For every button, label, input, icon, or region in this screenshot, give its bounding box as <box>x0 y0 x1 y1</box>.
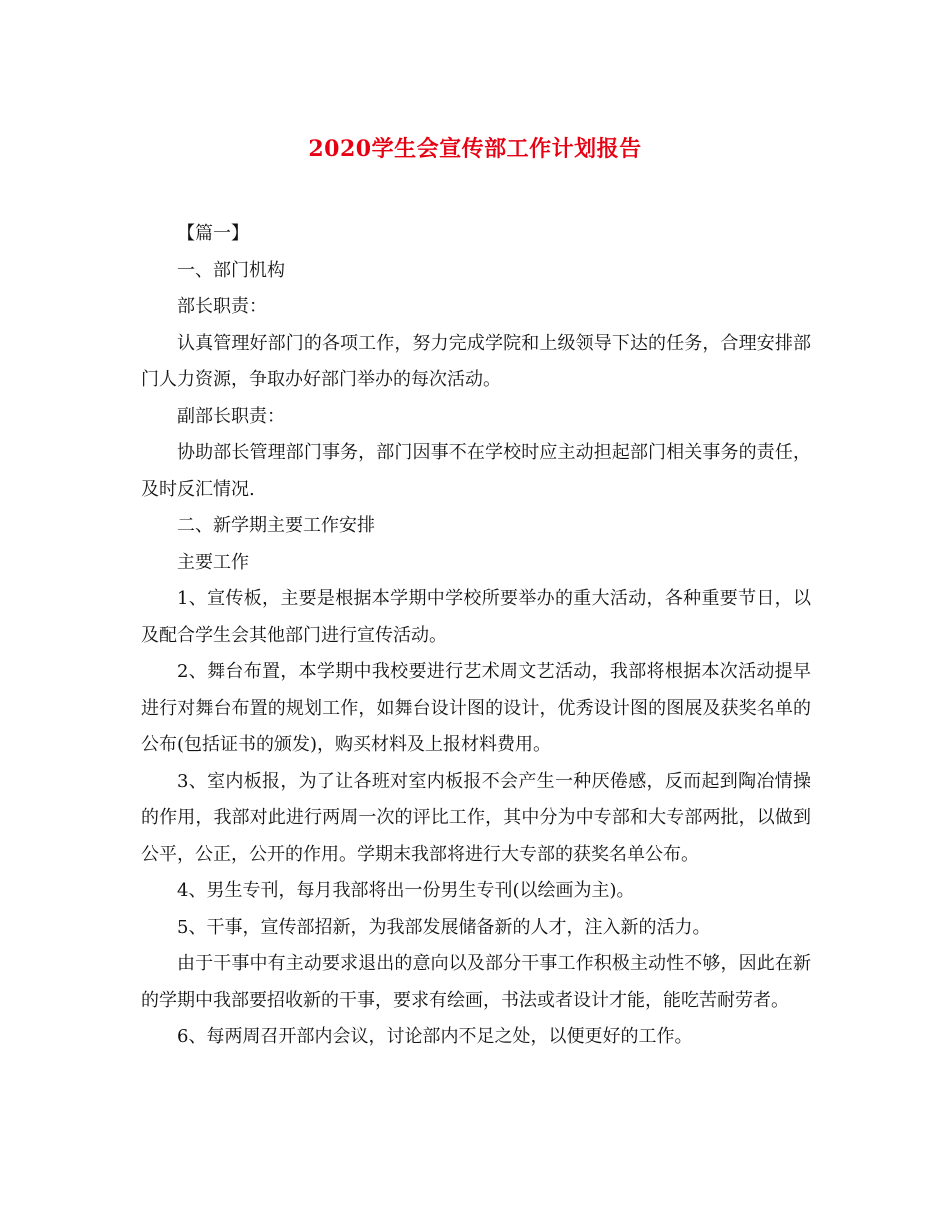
paragraph-vice-minister-label: 副部长职责： <box>177 405 285 427</box>
paragraph-item-4: 4、男生专刊，每月我部将出一份男生专刊(以绘画为主)。 <box>177 880 635 901</box>
document-title: 2020学生会宣传部工作计划报告 <box>308 136 642 162</box>
paragraph-item-1: 1、宣传板，主要是根据本学期中学校所要举办的重大活动，各种重要节日，以及配合学生会其他部门进行宣传活动。 <box>141 588 811 646</box>
paragraph-heading-work-plan: 二、新学期主要工作安排 <box>177 515 375 536</box>
paragraph-item-5-detail: 由于干事中有主动要求退出的意向以及部分干事工作积极主动性不够，因此在新的学期中我部要招收新的干事，要求有绘画，书法或者设计才能，能吃苦耐劳者。 <box>141 953 811 1011</box>
paragraph-section-heading: 【篇一】 <box>177 223 249 244</box>
paragraph-main-work-label: 主要工作 <box>177 551 249 573</box>
paragraph-item-6: 6、每两周召开部内会议，讨论部内不足之处，以便更好的工作。 <box>177 1026 693 1047</box>
paragraph-heading-department: 一、部门机构 <box>177 259 285 281</box>
paragraph-item-5: 5、干事，宣传部招新，为我部发展储备新的人才，注入新的活力。 <box>177 916 711 938</box>
paragraph-vice-minister-duties: 协助部长管理部门事务，部门因事不在学校时应主动担起部门相关事务的责任，及时反汇情况. <box>141 442 811 500</box>
paragraph-minister-duties-label: 部长职责： <box>177 296 267 317</box>
paragraph-item-2: 2、舞台布置，本学期中我校要进行艺术周文艺活动，我部将根据本次活动提早进行对舞台布置的规划工作，如舞台设计图的设计，优秀设计图的图展及获奖名单的公布(包括证书的颁发)，购买材料及上报材料费用。 <box>141 661 811 755</box>
paragraph-item-3: 3、室内板报，为了让各班对室内板报不会产生一种厌倦感，反而起到陶冶情操的作用，我部对此进行两周一次的评比工作，其中分为中专部和大专部两批，以做到公平，公正，公开的作用。学期末我部将进行大专部的获奖名单公布。 <box>141 770 811 865</box>
document-body <box>141 216 811 1056</box>
paragraph-minister-duties: 认真管理好部门的各项工作，努力完成学院和上级领导下达的任务，合理安排部门人力资源，争取办好部门举办的每次活动。 <box>141 332 811 390</box>
